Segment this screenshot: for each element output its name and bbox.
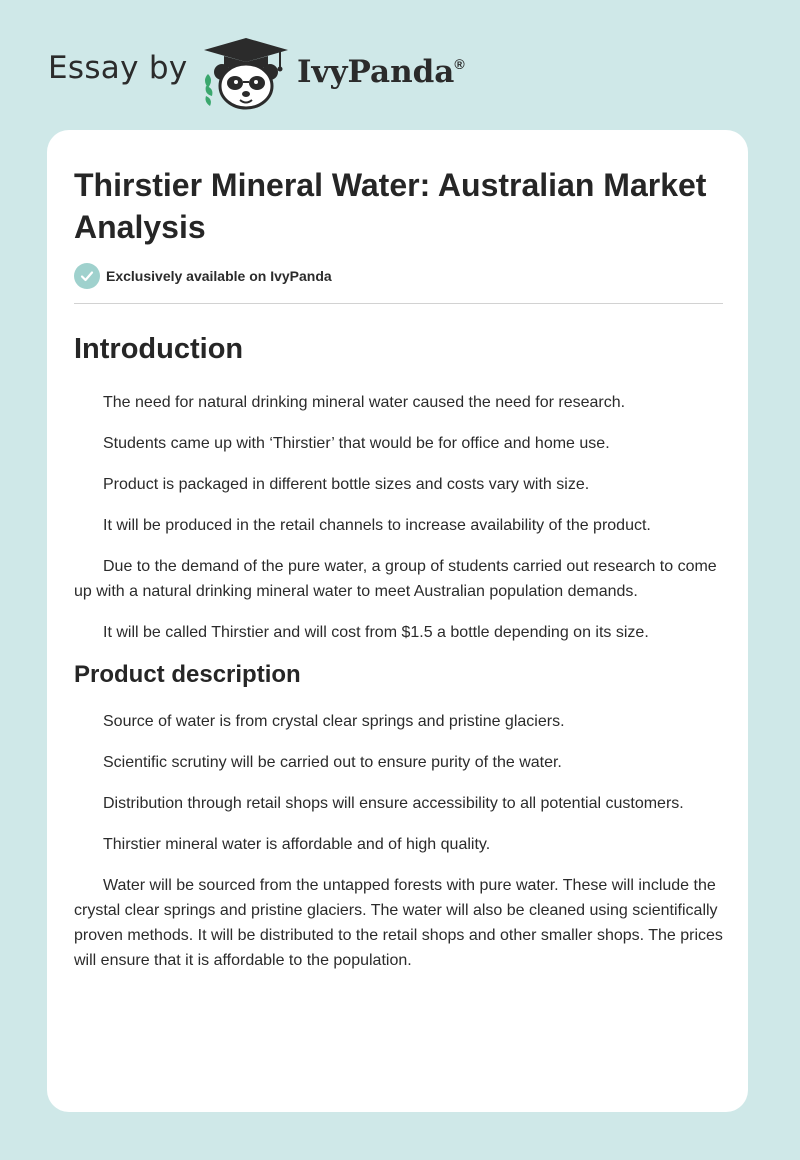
- essay-title: Thirstier Mineral Water: Australian Market Analysis: [74, 167, 707, 245]
- paragraph: Product is packaged in different bottle sizes and costs vary with size.: [103, 476, 590, 493]
- essay-by-label: Essay by: [48, 50, 188, 86]
- registered-mark: ®: [454, 55, 465, 72]
- paragraph: Students came up with ‘Thirstier’ that would be for office and home use.: [103, 435, 610, 452]
- site-header: [0, 0, 800, 130]
- paragraph: Source of water is from crystal clear springs and pristine glaciers.: [103, 713, 565, 730]
- paragraph: Thirstier mineral water is affordable and of high quality.: [103, 836, 491, 853]
- essay-card: [47, 130, 748, 1112]
- paragraph: Water will be sourced from the untapped forests with pure water. These will include the crystal clear springs and pristine glaciers. The water will also be cleaned using scientifically proven methods. It will be distributed to the retail shops and other smaller shops. The prices will ensure that it is affordable to the population.: [74, 877, 723, 969]
- paragraph: The need for natural drinking mineral water caused the need for research.: [103, 394, 626, 411]
- panda-logo-icon[interactable]: [200, 36, 292, 110]
- paragraph: Due to the demand of the pure water, a group of students carried out research to come up with a natural drinking mineral water to meet Australian population demands.: [74, 558, 717, 600]
- brand-name: IvyPanda: [297, 54, 455, 90]
- brand-logo-text[interactable]: [297, 54, 465, 90]
- paragraph: It will be produced in the retail channels to increase availability of the product.: [103, 517, 651, 534]
- section-heading-introduction: Introduction: [74, 333, 244, 365]
- title-divider: [74, 303, 723, 304]
- essay-content: [74, 320, 723, 973]
- check-icon: [74, 263, 100, 289]
- exclusive-badge: [74, 263, 332, 289]
- exclusive-badge-text: Exclusively available on IvyPanda: [106, 268, 332, 284]
- paragraph: Scientific scrutiny will be carried out to ensure purity of the water.: [103, 754, 562, 771]
- paragraph: It will be called Thirstier and will cost from $1.5 a bottle depending on its size.: [103, 624, 649, 641]
- section-heading-product-description: Product description: [74, 661, 301, 688]
- paragraph: Distribution through retail shops will ensure accessibility to all potential customers.: [103, 795, 684, 812]
